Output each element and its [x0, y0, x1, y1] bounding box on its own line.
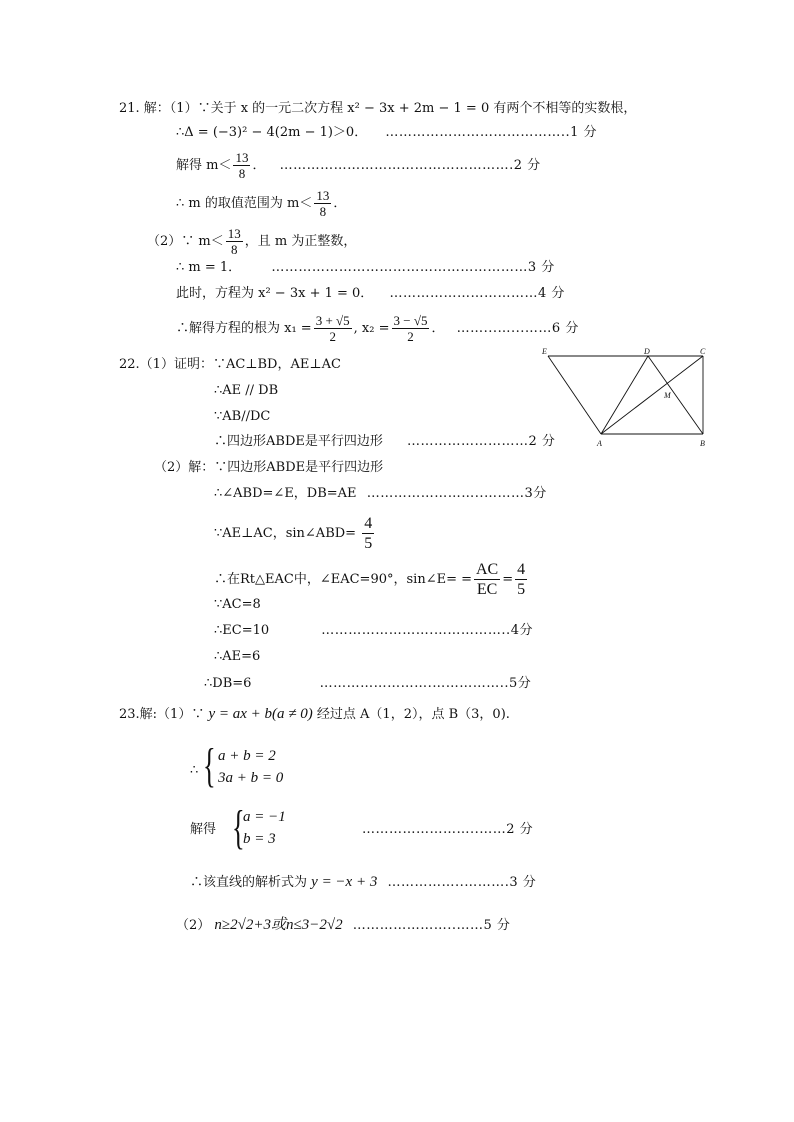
line-DB — [648, 356, 703, 434]
q22-sin-text: ∵AE⊥AC，sin∠ABD= — [214, 526, 357, 541]
q22-four-fifths — [515, 560, 527, 599]
q21-score-6: ……...…...……6 分 — [456, 321, 579, 336]
fraction-numerator: 13 — [235, 150, 249, 165]
fraction-numerator: 3 + √5 — [315, 313, 350, 328]
line-EA — [548, 356, 601, 434]
q22-score-5: …………………….……………..5分 — [319, 676, 532, 691]
q21-line-3 — [176, 150, 541, 181]
q21-line-6 — [176, 259, 555, 277]
q22-equals: = — [502, 572, 514, 587]
q21-line-8 — [176, 313, 579, 344]
q23-score-3: ……………..……….3 分 — [387, 875, 537, 890]
q23-eq-2: 3a + b = 0 — [218, 770, 284, 786]
q21-m-value: ∴ m = 1． — [176, 260, 242, 275]
q22-score-3: ……………………..………3分 — [366, 486, 547, 501]
q23-system-2 — [243, 806, 286, 850]
q22-line-6 — [214, 485, 547, 503]
q23-line-equation: y = ax + b(a ≠ 0) — [208, 706, 313, 722]
line-DA — [601, 356, 648, 434]
line-AC — [601, 356, 703, 434]
q21-range-fraction — [314, 188, 331, 219]
q22-ec-value: ∴EC=10 — [214, 623, 270, 638]
q23-points: 经过点 A（1，2），点 B（3，0). — [316, 707, 510, 722]
q21-line-1: 21. 解：（1）∵关于 x 的一元二次方程 x² − 3x + 2m − 1 = 0 有两个不相等的实数根， — [119, 101, 637, 116]
q23-system-1 — [218, 745, 283, 789]
fraction-denominator: 5 — [517, 581, 526, 598]
q23-solve-label: 解得 — [190, 822, 217, 837]
q22-sin-fraction — [362, 514, 374, 553]
fraction-numerator: 4 — [517, 561, 526, 578]
q23-result-equation: y = −x + 3 — [311, 874, 378, 890]
parallelogram-figure — [540, 346, 715, 454]
q22-score-4: …………………….……………..4分 — [321, 623, 533, 638]
q22-line-9: ∵AC=8 — [214, 597, 261, 612]
q23-eq-1: a + b = 2 — [218, 748, 276, 764]
fraction-denominator: 2 — [329, 329, 336, 344]
q22-line-12 — [204, 675, 531, 693]
q21-root-1 — [314, 313, 352, 344]
label-D: D — [644, 347, 650, 356]
label-A: A — [597, 439, 602, 448]
q23-result-text: ∴该直线的解析式为 — [190, 875, 308, 890]
fraction-numerator: 3 − √5 — [393, 313, 428, 328]
q21-period: ． — [252, 158, 266, 173]
fraction-denominator: 2 — [407, 329, 414, 344]
q21-period: ． — [431, 321, 445, 336]
q21-range-text: ∴ m 的取值范围为 m＜ — [176, 196, 313, 211]
q21-discriminant: ∴Δ = (−3)² − 4(2m − 1)＞0． — [176, 125, 368, 140]
fraction-denominator: 8 — [230, 242, 238, 257]
q23-system-brace: { — [203, 739, 216, 792]
q23-line-5 — [176, 916, 510, 935]
q23-score-5: …………………..……5 分 — [352, 918, 511, 933]
q22-part2-line: （2）解：∵四边形ABDE是平行四边形 — [154, 460, 384, 475]
q21-line-7 — [176, 285, 565, 303]
fraction-numerator: AC — [476, 561, 499, 578]
q21-solve-text: 解得 m＜ — [176, 158, 232, 173]
fraction-numerator: 13 — [316, 188, 330, 203]
q23-therefore: ∴ — [190, 763, 199, 778]
q23-prefix: 23.解:（1）∵ — [119, 707, 205, 722]
q21-score-3: …………………………………………………3 分 — [271, 260, 555, 275]
q22-ac-ec-fraction — [474, 560, 500, 599]
q21-score-4: ……………………………4 分 — [389, 286, 565, 301]
q22-line-4 — [214, 433, 555, 451]
q21-roots-separator: , x₂ = — [353, 321, 390, 336]
label-E: E — [542, 347, 547, 356]
fraction-denominator: 8 — [238, 166, 246, 181]
q21-equation: 此时，方程为 x² − 3x + 1 = 0． — [176, 286, 374, 301]
q23-solution-brace: { — [232, 801, 245, 854]
q22-line-7 — [214, 514, 376, 553]
q22-score-2: ………………………2 分 — [407, 434, 556, 449]
q22-line-11: ∴AE=6 — [214, 649, 261, 664]
q21-line-4 — [176, 188, 346, 219]
q22-line-1: 22.（1）证明：∵AC⊥BD，AE⊥AC — [119, 357, 341, 372]
q23-part2-label: （2） — [176, 918, 211, 933]
q22-rt-text: ∴在Rt△EAC中，∠EAC=90°，sin∠E= = — [214, 572, 472, 587]
q21-fraction-13-8 — [233, 150, 250, 181]
q21-part2-text: （2）∵ m＜ — [147, 234, 224, 249]
q21-roots-text: ∴解得方程的根为 x₁ = — [176, 321, 312, 336]
label-C: C — [700, 347, 706, 356]
q23-sol-b: b = 3 — [243, 831, 276, 847]
q23-range-answer: n≥2√2+3或n≤3−2√2 — [214, 917, 343, 933]
q22-line-2: ∴AE // DB — [214, 383, 279, 398]
label-M: M — [664, 391, 671, 400]
q21-score-2: …………………………………………….2 分 — [279, 158, 541, 173]
fraction-denominator: EC — [476, 581, 498, 598]
fraction-numerator: 13 — [227, 226, 241, 241]
label-B: B — [700, 439, 705, 448]
fraction-denominator: 5 — [364, 535, 373, 552]
q21-part2-fraction — [226, 226, 243, 257]
q22-db-value: ∴DB=6 — [204, 676, 252, 691]
q21-period: ． — [333, 196, 347, 211]
q21-part2-line — [147, 226, 356, 257]
q22-angles: ∴∠ABD=∠E，DB=AE — [214, 486, 357, 501]
q23-sol-a: a = −1 — [243, 809, 286, 825]
q21-line-2 — [176, 124, 597, 142]
q22-line-3: ∵AB//DC — [214, 409, 271, 424]
q22-conclusion: ∴四边形ABDE是平行四边形 — [214, 434, 383, 449]
q23-score-2: ……………………..……2 分 — [362, 822, 534, 837]
q22-line-8 — [214, 560, 529, 599]
q22-line-10 — [214, 622, 533, 640]
fraction-numerator: 4 — [364, 515, 373, 532]
q21-score-1: …………………………………..1 分 — [385, 125, 598, 140]
q23-line-1 — [119, 705, 510, 724]
q21-root-2 — [392, 313, 430, 344]
q23-line-4 — [190, 873, 536, 892]
q21-part2-condition: ，且 m 为正整数， — [244, 234, 357, 249]
fraction-denominator: 8 — [319, 204, 327, 219]
